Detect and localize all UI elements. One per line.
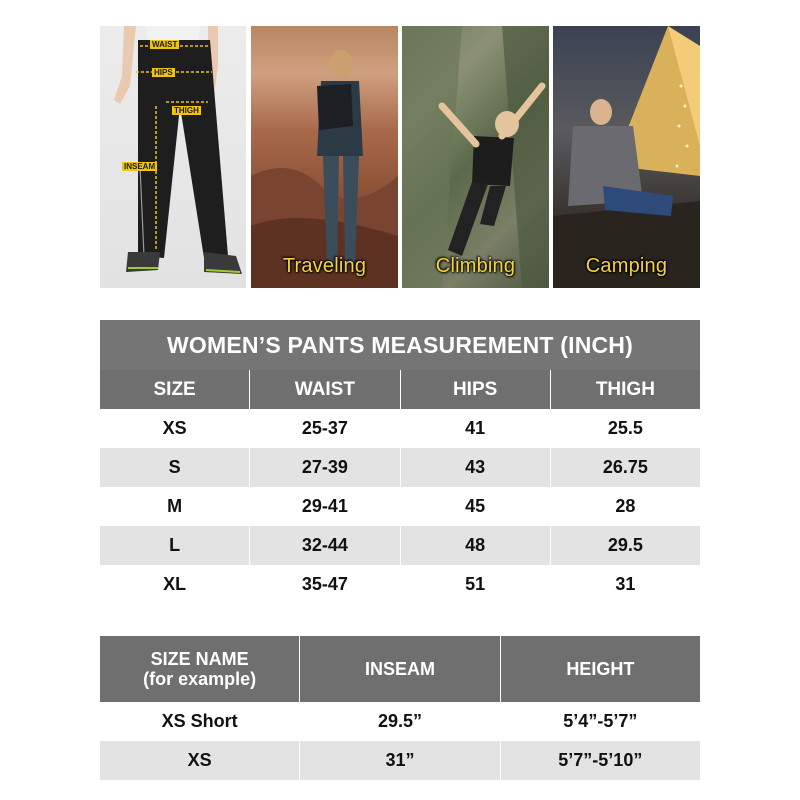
table-row xyxy=(100,448,700,487)
cell-hips: 43 xyxy=(400,448,550,487)
header-size: SIZE xyxy=(100,370,249,409)
photo-measurement-model xyxy=(100,26,246,288)
cell-size: XL xyxy=(100,565,249,604)
table-row xyxy=(100,526,700,565)
cell-waist: 25-37 xyxy=(249,409,399,448)
cell-thigh: 31 xyxy=(550,565,700,604)
model-illustration xyxy=(100,26,246,288)
caption-climbing: Climbing xyxy=(435,255,516,277)
table-row xyxy=(100,487,700,526)
table-row xyxy=(100,409,700,448)
cell-size-name: XS xyxy=(100,741,299,780)
waist-label: WAIST xyxy=(152,40,178,49)
cell-size: L xyxy=(100,526,249,565)
cell-hips: 48 xyxy=(400,526,550,565)
cell-waist: 29-41 xyxy=(249,487,399,526)
cell-height: 5’4”-5’7” xyxy=(500,702,700,741)
camping-illustration xyxy=(553,26,700,288)
cell-thigh: 29.5 xyxy=(550,526,700,565)
table-row xyxy=(100,741,700,780)
cell-thigh: 26.75 xyxy=(550,448,700,487)
cell-inseam: 31” xyxy=(299,741,499,780)
cell-thigh: 25.5 xyxy=(550,409,700,448)
cell-waist: 32-44 xyxy=(249,526,399,565)
header-inseam: INSEAM xyxy=(299,636,499,702)
cell-hips: 45 xyxy=(400,487,550,526)
hips-label: HIPS xyxy=(154,68,173,77)
size-measurement-table xyxy=(100,320,700,604)
cell-size-name: XS Short xyxy=(100,702,299,741)
cell-inseam: 29.5” xyxy=(299,702,499,741)
cell-waist: 35-47 xyxy=(249,565,399,604)
header-size-name xyxy=(100,636,299,702)
hiker-illustration xyxy=(251,26,398,288)
header-size-name-line1: SIZE NAME xyxy=(150,649,249,669)
header-thigh: THIGH xyxy=(550,370,700,409)
cell-height: 5’7”-5’10” xyxy=(500,741,700,780)
thigh-label: THIGH xyxy=(174,106,199,115)
header-height: HEIGHT xyxy=(500,636,700,702)
cell-size: S xyxy=(100,448,249,487)
photo-climbing xyxy=(402,26,549,288)
cell-size: M xyxy=(100,487,249,526)
header-size-name-line2: (for example) xyxy=(143,669,257,689)
table-row xyxy=(100,565,700,604)
cell-size: XS xyxy=(100,409,249,448)
size-table-title: WOMEN’S PANTS MEASUREMENT (INCH) xyxy=(100,320,700,370)
photo-camping xyxy=(553,26,700,288)
size-table-header-row xyxy=(100,370,700,409)
header-waist: WAIST xyxy=(249,370,399,409)
caption-traveling: Traveling xyxy=(282,255,367,277)
table-row xyxy=(100,702,700,741)
inseam-label: INSEAM xyxy=(124,162,156,171)
climber-illustration xyxy=(402,26,549,288)
cell-waist: 27-39 xyxy=(249,448,399,487)
header-hips: HIPS xyxy=(400,370,550,409)
cell-hips: 51 xyxy=(400,565,550,604)
cell-thigh: 28 xyxy=(550,487,700,526)
photo-traveling xyxy=(251,26,398,288)
caption-camping: Camping xyxy=(585,255,668,277)
inseam-height-table xyxy=(100,636,700,780)
inseam-table-header-row xyxy=(100,636,700,702)
cell-hips: 41 xyxy=(400,409,550,448)
